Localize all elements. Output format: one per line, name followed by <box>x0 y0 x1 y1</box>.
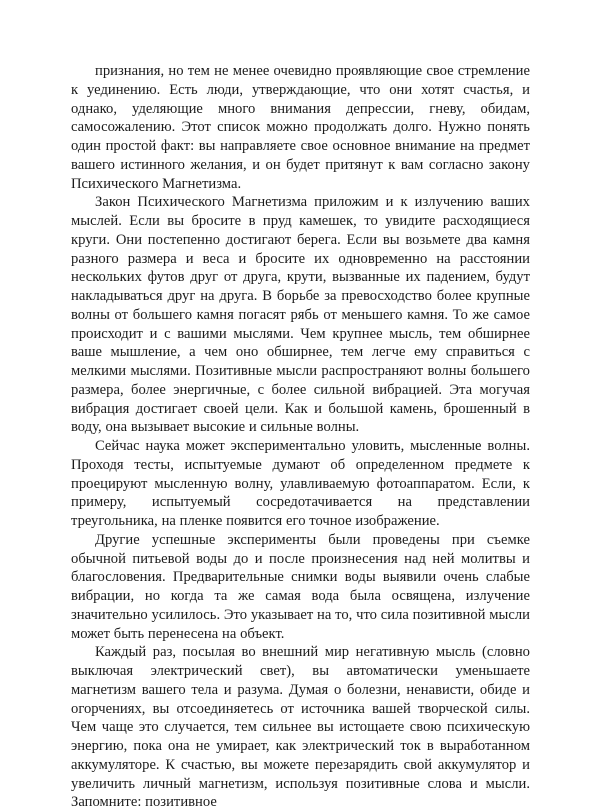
paragraph: Закон Психического Магнетизма приложим и к излучению ваших мыслей. Если вы бросите в пруд камешек, то увидите расходящиеся круги. Они постепенно достигают берега. Если вы возьмете два камня разного размера и веса и бросите их одновременно на расстоянии нескольких футов друг от друга, крути, вызванные их падением, будут накладываться друг на друга. В борьбе за превосходство более крупные волны от большего камня погасят рябь от меньшего камня. То же самое происходит и с вашими мыслями. Чем крупнее мысль, тем обширнее ваше мышление, а чем оно обширнее, тем легче ему справиться с мелкими мыслями. Позитивные мысли распространяют волны большего размера, более энергичные, с более сильной вибрацией. Эта могучая вибрация достигает своей цели. Как и большой камень, брошенный в воду, она вызывает высокие и сильные волны. <box>71 194 530 436</box>
paragraph: Другие успешные эксперименты были проведены при съемке обычной питьевой воды до и после произнесения над ней молитвы и благословения. Предварительные снимки воды выявили очень слабые вибрации, но когда та же самая вода была освящена, излучение значительно усилилось. Это указывает на то, что сила позитивной мысли может быть перенесена на объект. <box>71 531 530 642</box>
body-text-column <box>71 62 530 812</box>
paragraph: Каждый раз, посылая во внешний мир негативную мысль (словно выключая электрический свет), вы автоматически уменьшаете магнетизм вашего тела и разума. Думая о болезни, ненависти, обиде и огорчениях, вы отсоединяетесь от источника вашей творческой силы. Чем чаще это случается, тем сильнее вы истощаете свою психическую энергию, пока она не умирает, как электрический ток в выработанном аккумуляторе. К счастью, вы можете перезарядить свой аккумулятор и увеличить личный магнетизм, используя позитивные слова и мысли. Запомните: позитивное <box>71 644 530 811</box>
paragraph: признания, но тем не менее очевидно проявляющие свое стремление к уединению. Есть люди, утверждающие, что они хотят счастья, и однако, уделяющие много внимания депрессии, гневу, обидам, самосожалению. Этот список можно продолжать долго. Нужно понять один простой факт: вы направляете свое основное внимание на предмет вашего истинного желания, и он будет притянут к вам согласно закону Психического Магнетизма. <box>71 63 530 192</box>
paragraph: Сейчас наука может экспериментально уловить, мысленные волны. Проходя тесты, испытуемые думают об определенном предмете к проецируют мысленную волну, улавливаемую фотоаппаратом. Если, к примеру, испытуемый сосредотачивается на представлении треугольника, на пленке появится его точное изображение. <box>71 438 530 529</box>
